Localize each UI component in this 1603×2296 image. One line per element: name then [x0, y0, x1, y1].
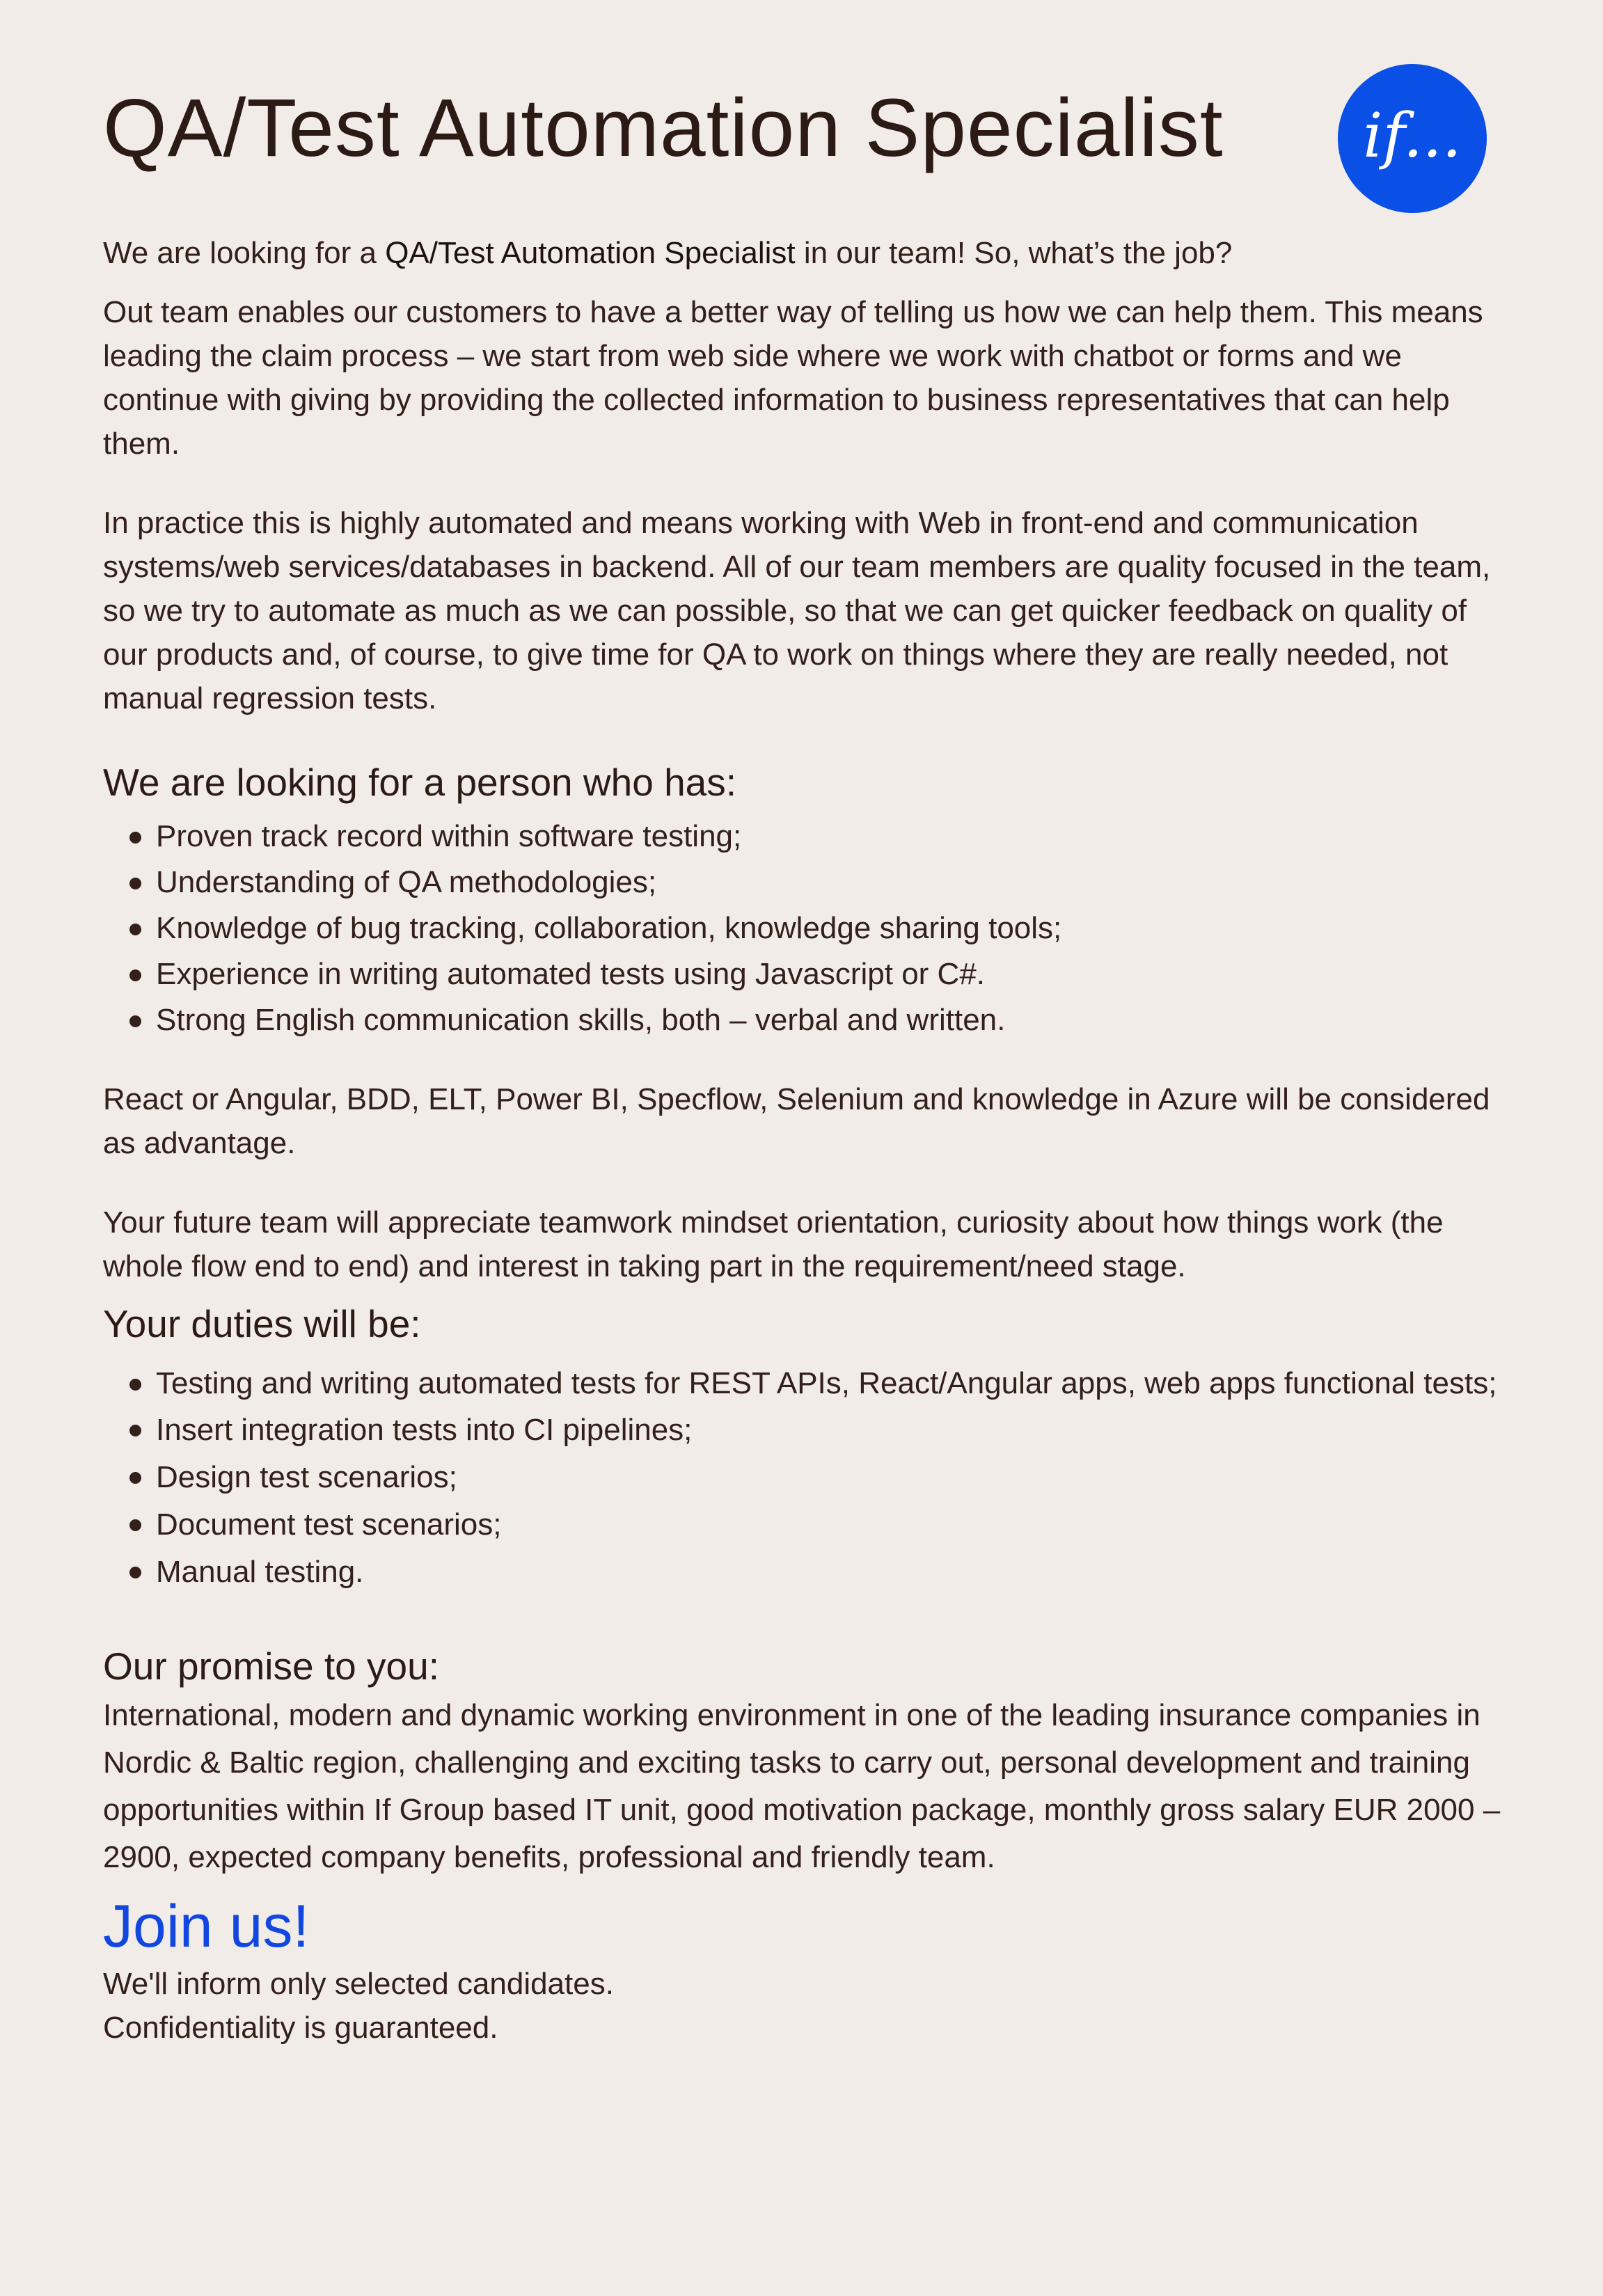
promise-heading: Our promise to you: — [103, 1644, 439, 1688]
intro-after: in our team! So, what’s the job? — [795, 235, 1233, 270]
requirements-heading: We are looking for a person who has: — [103, 760, 737, 804]
job-posting — [103, 84, 1509, 2050]
if-logo-text: if... — [1363, 100, 1462, 171]
list-item: Manual testing. — [129, 1549, 1509, 1596]
join-us-heading: Join us! — [103, 1892, 310, 1960]
requirements-list — [103, 814, 1509, 1043]
list-item: Understanding of QA methodologies; — [129, 860, 1509, 905]
intro-highlight: QA/Test Automation Specialist — [385, 235, 796, 270]
list-item: Strong English communication skills, both – verbal and written. — [129, 997, 1509, 1043]
intro-text — [103, 231, 1509, 275]
intro-before: We are looking for a — [103, 235, 386, 270]
duties-heading: Your duties will be: — [103, 1301, 421, 1345]
list-item: Knowledge of bug tracking, collaboration, knowledge sharing tools; — [129, 905, 1509, 951]
practice-description: In practice this is highly automated and means working with Web in front-end and communication systems/web services/databases in backend. All of our team members are quality focused in the team, so we try to automate as much as we can possible, so that we can get quicker feedback on quality of our products and, of course, to give time for QA to work on things where they are really needed, not manual regression tests. — [103, 505, 1491, 715]
page-title: QA/Test Automation Specialist — [103, 82, 1224, 174]
team-mindset-text: Your future team will appreciate teamwork mindset orientation, curiosity about how things work (the whole flow end to end) and interest in taking part in the requirement/need stage. — [103, 1205, 1444, 1283]
advantage-text: React or Angular, BDD, ELT, Power BI, Specflow, Selenium and knowledge in Azure will be considered as advantage. — [103, 1082, 1490, 1160]
list-item: Design test scenarios; — [129, 1454, 1509, 1501]
list-item: Proven track record within software testing; — [129, 814, 1509, 860]
duties-list — [103, 1361, 1509, 1596]
list-item: Experience in writing automated tests using Javascript or C#. — [129, 951, 1509, 997]
list-item: Document test scenarios; — [129, 1501, 1509, 1549]
confidentiality-note: Confidentiality is guaranteed. — [103, 2011, 498, 2045]
team-description: Out team enables our customers to have a better way of telling us how we can help them. This means leading the claim process – we start from web side where we work with chatbot or forms and we continue with giving by providing the collected information to business representatives that can help them. — [103, 294, 1483, 461]
closing-notes — [103, 1962, 1509, 2050]
selected-candidates-note: We'll inform only selected candidates. — [103, 1967, 614, 2002]
list-item: Insert integration tests into CI pipelines; — [129, 1407, 1509, 1454]
list-item: Testing and writing automated tests for REST APIs, React/Angular apps, web apps functional tests; — [129, 1361, 1509, 1407]
promise-text: International, modern and dynamic working environment in one of the leading insurance companies in Nordic & Baltic region, challenging and exciting tasks to carry out, personal development and training opportunities within If Group based IT unit, good motivation package, monthly gross salary EUR 2000 – 2900, expected company benefits, professional and friendly team. — [103, 1697, 1501, 1874]
